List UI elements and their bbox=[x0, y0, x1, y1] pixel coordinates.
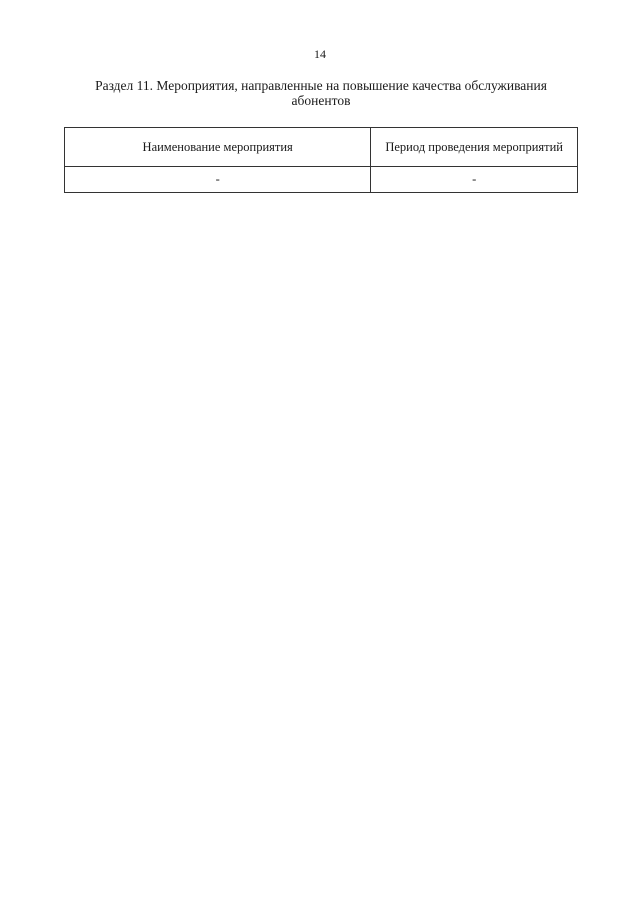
section-title-line-1: Раздел 11. Мероприятия, направленные на повышение качества обслуживания bbox=[95, 78, 547, 93]
cell-activity-period: - bbox=[371, 167, 578, 193]
section-title bbox=[64, 78, 578, 108]
cell-activity-name: - bbox=[65, 167, 371, 193]
table-header-row bbox=[65, 128, 578, 167]
table-row bbox=[65, 167, 578, 193]
header-activity-period: Период проведения мероприятий bbox=[371, 128, 578, 167]
header-activity-name: Наименование мероприятия bbox=[65, 128, 371, 167]
activities-table bbox=[64, 127, 578, 193]
section-title-line-2: абонентов bbox=[291, 93, 351, 108]
page-number: 14 bbox=[314, 47, 326, 61]
